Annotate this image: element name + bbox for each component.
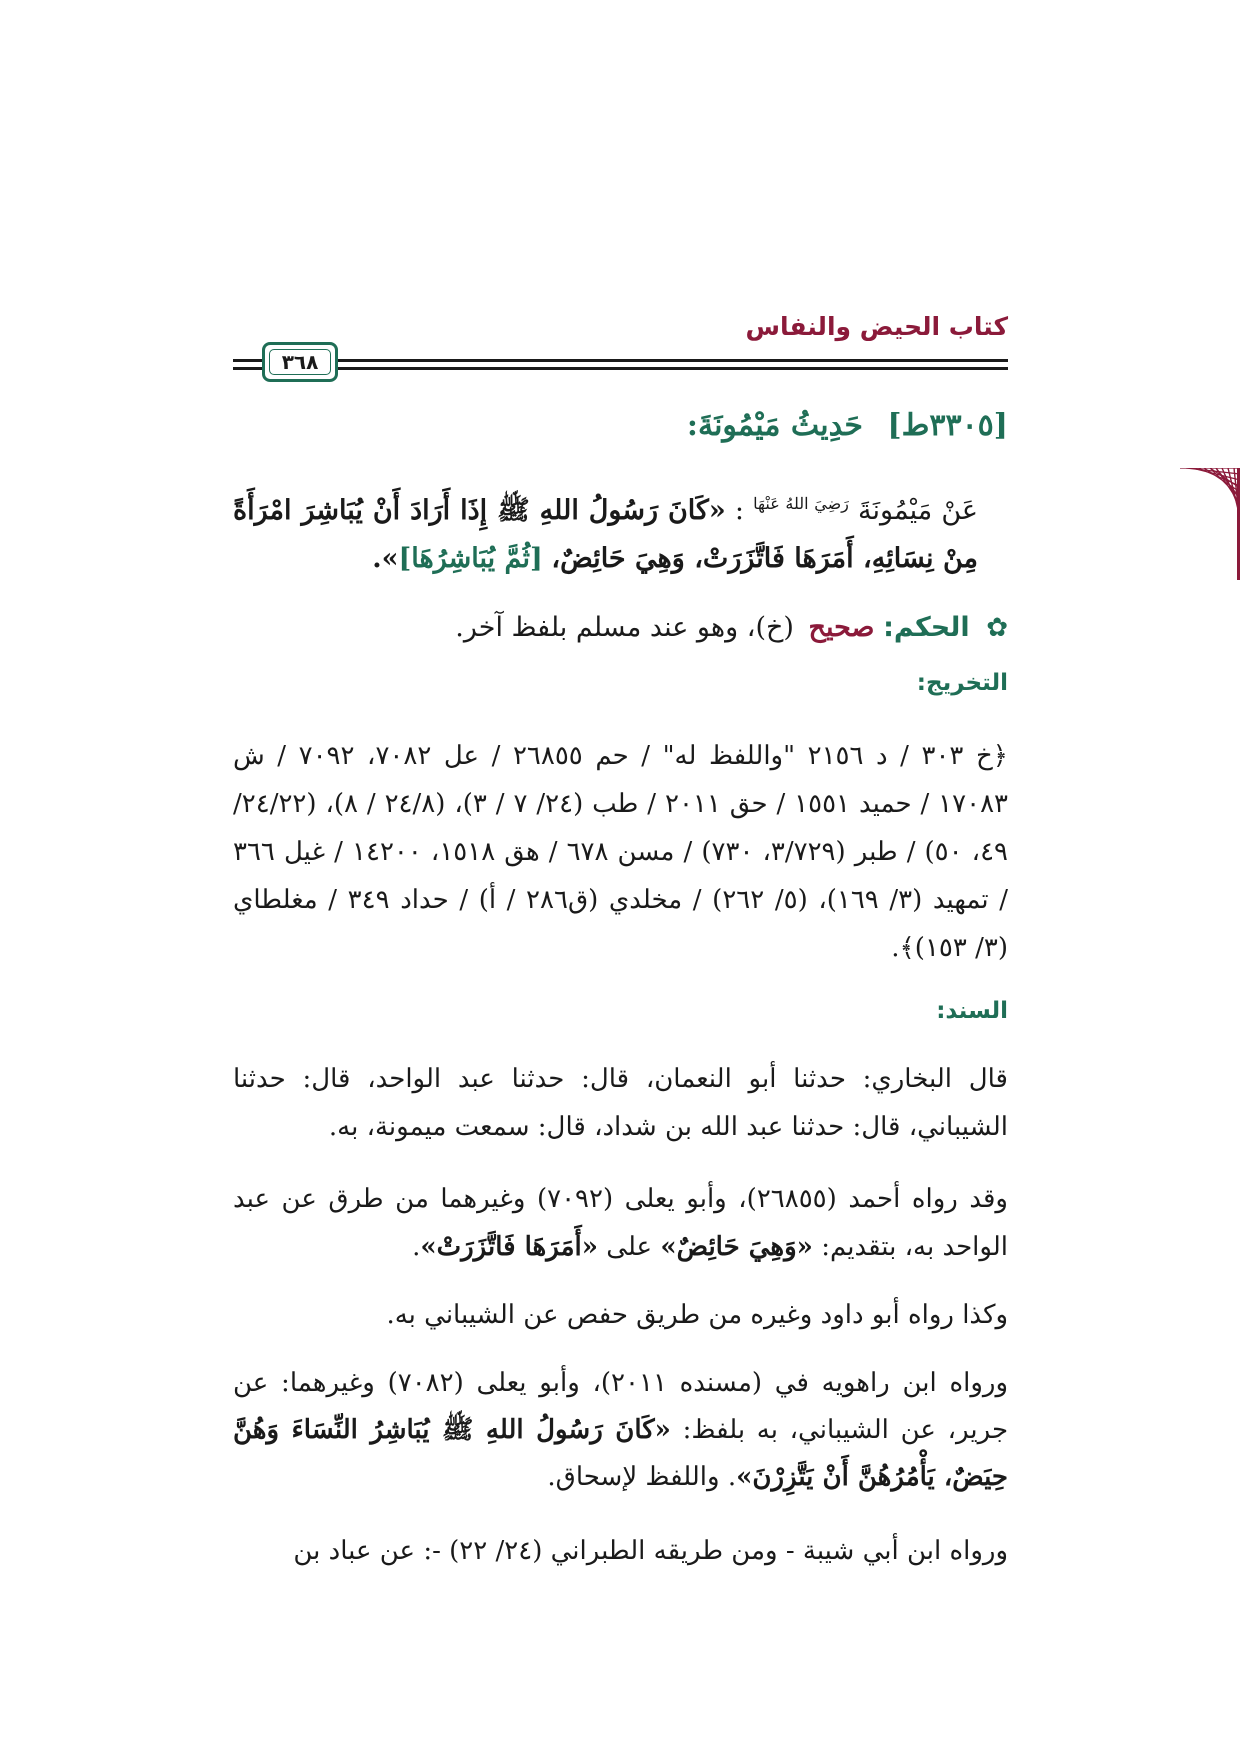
honorific-ligature: رَضِيَ اللهُ عَنْهَا xyxy=(753,494,849,513)
ruling-rest: (خ)، وهو عند مسلم بلفظ آخر. xyxy=(455,612,794,643)
hadith-text xyxy=(233,480,978,583)
p4-text-c: . واللفظ لإسحاق. xyxy=(547,1462,737,1492)
sanad-paragraph-2 xyxy=(233,1175,1008,1271)
hadith-matn: «كَانَ رَسُولُ اللهِ ﷺ إِذَا أَرَادَ أَنْ يُبَاشِرَ امْرَأَةً مِنْ نِسَائِهِ، أَمَرَهَا فَاتَّزَرَتْ، وَهِيَ حَائِضٌ، xyxy=(233,495,978,574)
p4-quote-b: «كَانَ رَسُولُ اللهِ ﷺ يُبَاشِرُ النِّسَاءَ وَهُنَّ حِيَضٌ، يَأْمُرُهُنَّ أَنْ يَتَّزِرْنَ» xyxy=(233,1415,1008,1492)
p2-text-c: على xyxy=(606,1232,653,1262)
section-heading xyxy=(687,408,1008,443)
page-number-frame xyxy=(262,342,338,382)
p2-text-a: وقد رواه أحمد (٢٦٨٥٥)، وأبو يعلى (٧٠٩٢) وغيرهما من طرق عن عبد الواحد به، بتقديم: xyxy=(233,1184,1008,1262)
p2-text-e: . xyxy=(412,1232,421,1262)
page-number: ٣٦٨ xyxy=(281,350,319,374)
header-rule-bottom xyxy=(233,367,1008,370)
page-number-wing xyxy=(233,357,260,371)
hadith-colon: : xyxy=(734,495,744,526)
sanad-paragraph-3: وكذا رواه أبو داود وغيره من طريق حفص عن الشيباني به. xyxy=(386,1300,1008,1330)
takhrij-text: ﴿خ ٣٠٣ / د ٢١٥٦ "واللفظ له" / حم ٢٦٨٥٥ / عل ٧٠٨٢، ٧٠٩٢ / ش ١٧٠٨٣ / حميد ١٥٥١ / حق ٢٠١١ / طب (٢٤/ ٧ / ٣)، (٢٤/٨ / ٨)، (٢٤/٢٢/ ٤٩، ٥٠) / طبر (٣/٧٢٩، ٧٣٠) / مسن ٦٧٨ / هق ١٥١٨، ١٤٢٠٠ / غيل ٣٦٦ / تمهيد (٣/ ١٦٩)، (٥/ ٢٦٢) / مخلدي (ق٢٨٦ / أ) / حداد ٣٤٩ / مغلطاي (٣/ ١٥٣)﴾. xyxy=(233,741,1009,963)
section-number: [٣٣٠٥ط] xyxy=(887,408,1008,443)
sanad-heading: السند: xyxy=(936,998,1008,1024)
section-title: حَدِيثُ مَيْمُونَةَ: xyxy=(686,408,863,443)
ruling-line xyxy=(455,612,1008,643)
sanad-paragraph-4 xyxy=(233,1360,1008,1501)
p2-quote-b: «وَهِيَ حَائِضٌ» xyxy=(660,1232,813,1262)
p4-text-a: ورواه ابن راهويه في (مسنده ٢٠١١)، وأبو يعلى (٧٠٨٢) وغيرهما: عن جرير، عن الشيباني، به بلفظ: xyxy=(233,1368,1009,1445)
hadith-narrator: عَنْ مَيْمُونَةَ xyxy=(858,495,978,526)
sanad-paragraph-1: قال البخاري: حدثنا أبو النعمان، قال: حدثنا عبد الواحد، قال: حدثنا الشيباني، قال: حدثنا عبد الله بن شداد، قال: سمعت ميمونة، به. xyxy=(233,1064,1008,1142)
hadith-close-quote: ». xyxy=(372,543,399,574)
p2-quote-d: «أَمَرَهَا فَاتَّزَرَتْ» xyxy=(420,1232,599,1262)
header-rule-top xyxy=(233,359,1008,362)
running-header-title: كتاب الحيض والنفاس xyxy=(745,312,1008,341)
flower-bullet-icon: ✿ xyxy=(986,613,1008,643)
hadith-addition: [ثُمَّ يُبَاشِرُهَا] xyxy=(398,543,543,574)
sanad-paragraph-5: ورواه ابن أبي شيبة - ومن طريقه الطبراني (٢٤/ ٢٢) -: عن عباد بن xyxy=(293,1536,1008,1566)
ruling-verdict: صحيح xyxy=(808,612,875,643)
takhrij-heading: التخريج: xyxy=(916,670,1008,696)
ruling-label: الحكم: xyxy=(883,612,970,643)
corner-ornament-icon xyxy=(1180,468,1240,528)
